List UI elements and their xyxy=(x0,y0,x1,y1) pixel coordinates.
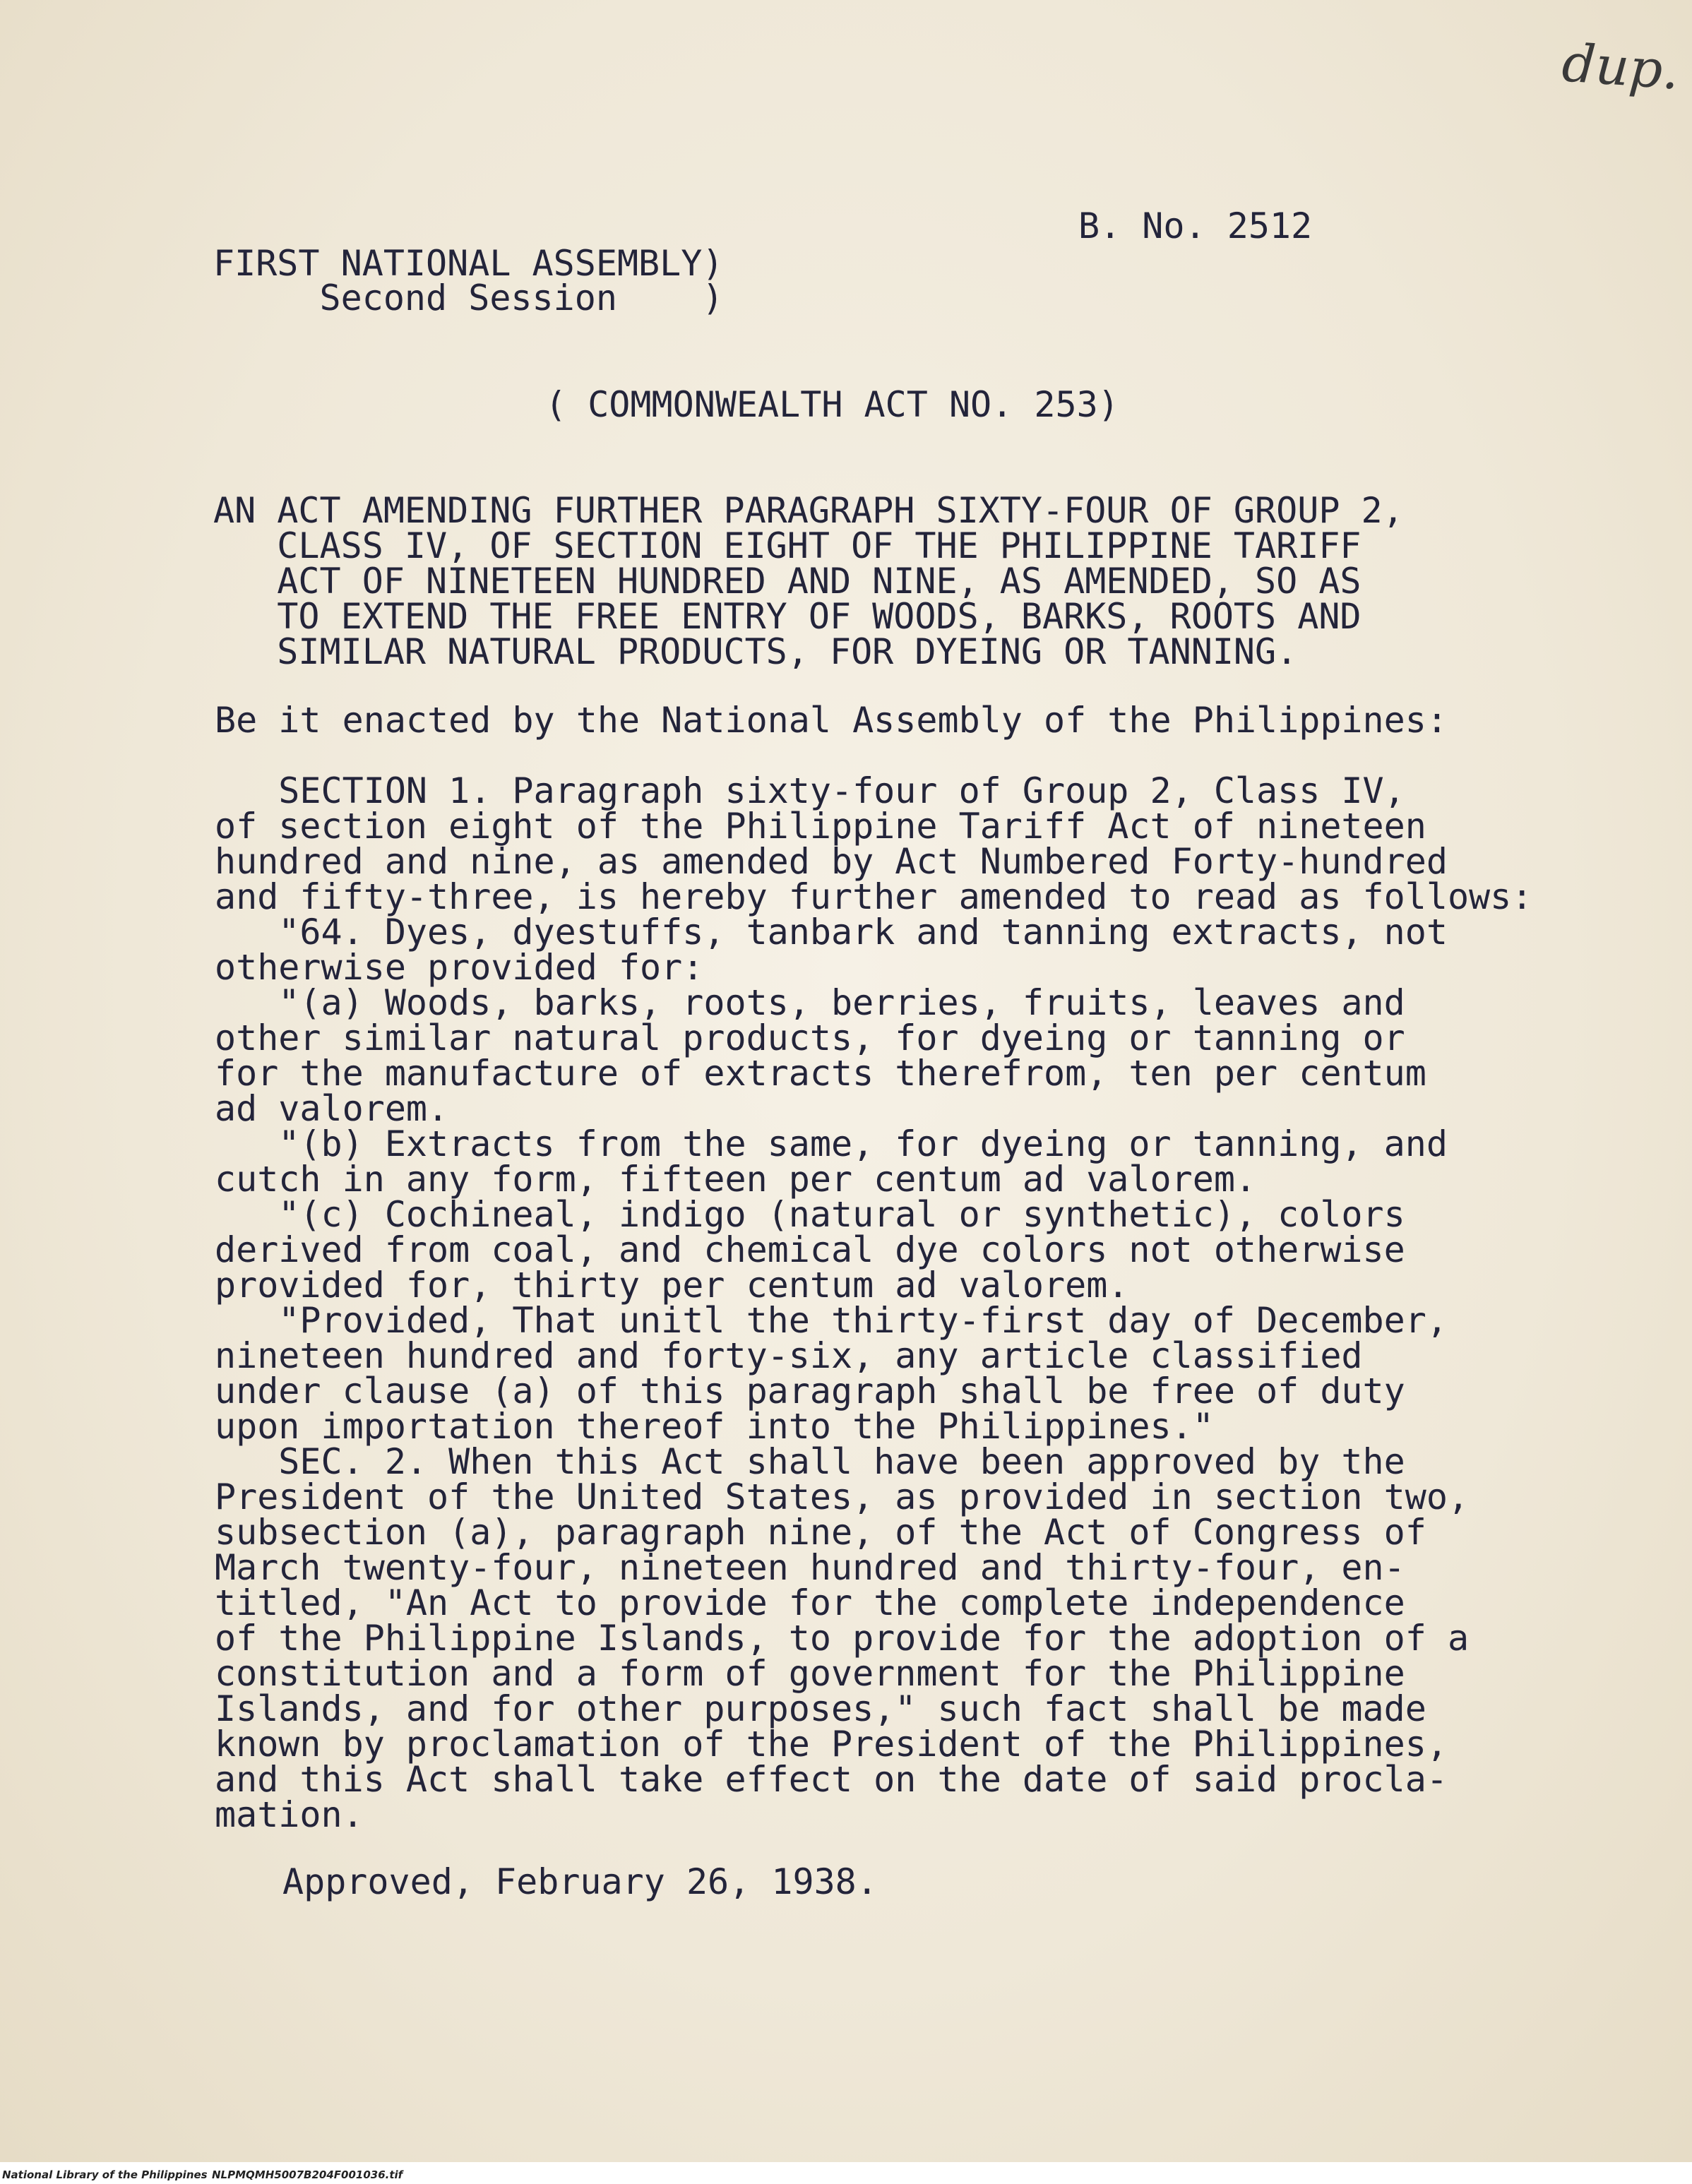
body-line: "(a) Woods, barks, roots, berries, fruits, leaves and xyxy=(215,982,1405,1023)
body-line: derived from coal, and chemical dye colors not otherwise xyxy=(215,1229,1405,1270)
body-line: "(b) Extracts from the same, for dyeing or tanning, and xyxy=(215,1123,1448,1164)
act-description-line: SIMILAR NATURAL PRODUCTS, FOR DYEING OR TANNING. xyxy=(213,631,1298,672)
body-line: other similar natural products, for dyeing or tanning or xyxy=(215,1018,1405,1058)
body-line: SEC. 2. When this Act shall have been approved by the xyxy=(215,1441,1405,1482)
body-line: cutch in any form, fifteen per centum ad valorem. xyxy=(215,1159,1257,1200)
body-line: subsection (a), paragraph nine, of the Act of Congress of xyxy=(215,1512,1426,1553)
enacting-clause: Be it enacted by the National Assembly of the Philippines: xyxy=(215,700,1448,741)
act-description-line: CLASS IV, OF SECTION EIGHT OF THE PHILIPPINE TARIFF xyxy=(213,525,1362,566)
body-line: constitution and a form of government for the Philippine xyxy=(215,1653,1405,1694)
archive-footer xyxy=(0,2162,1692,2184)
body-line: Islands, and for other purposes," such fact shall be made xyxy=(215,1688,1426,1729)
body-line: of the Philippine Islands, to provide for the adoption of a xyxy=(215,1618,1470,1659)
body-line: for the manufacture of extracts therefrom, ten per centum xyxy=(215,1053,1426,1094)
body-line: "64. Dyes, dyestuffs, tanbark and tanning extracts, not xyxy=(215,912,1448,953)
act-title: ( COMMONWEALTH ACT NO. 253) xyxy=(545,384,1119,425)
body-line: March twenty-four, nineteen hundred and thirty-four, en- xyxy=(215,1547,1405,1588)
approval-date: Approved, February 26, 1938. xyxy=(282,1861,878,1902)
body-line: "(c) Cochineal, indigo (natural or synthetic), colors xyxy=(215,1194,1405,1235)
assembly-line-2: Second Session ) xyxy=(213,278,724,318)
handwritten-annotation: dup. xyxy=(1560,32,1681,102)
body-line: ad valorem. xyxy=(215,1088,449,1129)
body-line: of section eight of the Philippine Tariff Act of nineteen xyxy=(215,806,1426,847)
body-line: nineteen hundred and forty-six, any article classified xyxy=(215,1335,1363,1376)
act-description-line: TO EXTEND THE FREE ENTRY OF WOODS, BARKS, ROOTS AND xyxy=(213,596,1362,637)
body-line: mation. xyxy=(215,1794,364,1835)
body-line: President of the United States, as provided in section two, xyxy=(215,1476,1470,1517)
assembly-line-1: FIRST NATIONAL ASSEMBLY) xyxy=(213,243,724,284)
act-description-line: AN ACT AMENDING FURTHER PARAGRAPH SIXTY-FOUR OF GROUP 2, xyxy=(213,490,1404,531)
bill-number: B. No. 2512 xyxy=(1078,205,1313,246)
body-line: SECTION 1. Paragraph sixty-four of Group 2, Class IV, xyxy=(215,770,1405,811)
body-line: and fifty-three, is hereby further amended to read as follows: xyxy=(215,876,1533,917)
act-description-line: ACT OF NINETEEN HUNDRED AND NINE, AS AMENDED, SO AS xyxy=(213,561,1362,602)
body-line: provided for, thirty per centum ad valorem. xyxy=(215,1265,1129,1306)
body-line: "Provided, That unitl the thirty-first day of December, xyxy=(215,1300,1448,1341)
body-line: titled, "An Act to provide for the complete independence xyxy=(215,1582,1405,1623)
body-line: known by proclamation of the President of the Philippines, xyxy=(215,1724,1448,1765)
file-identifier: NLPMQMH5007B204F001036.tif xyxy=(212,2168,403,2181)
body-line: upon importation thereof into the Philippines." xyxy=(215,1406,1214,1447)
library-credit: National Library of the Philippines xyxy=(2,2168,208,2181)
body-line: under clause (a) of this paragraph shall be free of duty xyxy=(215,1371,1405,1412)
body-line: otherwise provided for: xyxy=(215,947,704,988)
body-line: hundred and nine, as amended by Act Numbered Forty-hundred xyxy=(215,841,1448,882)
body-line: and this Act shall take effect on the date of said procla- xyxy=(215,1759,1448,1800)
